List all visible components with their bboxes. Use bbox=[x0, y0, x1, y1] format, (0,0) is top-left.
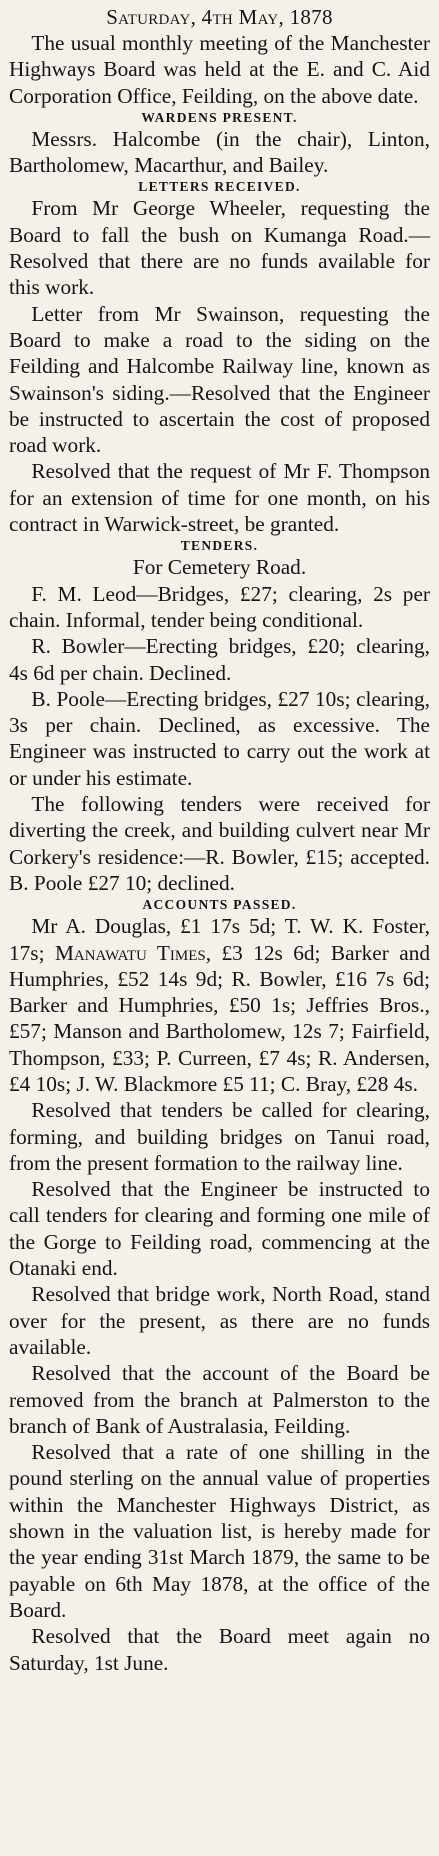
wardens-paragraph: Messrs. Halcombe (in the chair), Linton, Bartholomew, Macarthur, and Bailey. bbox=[9, 126, 430, 178]
resolution-paragraph: Resolved that tenders be called for clearing, forming, and building bridges on Tanui road, from the present formation to the railway line. bbox=[9, 1098, 430, 1175]
tender-paragraph: R. Bowler—Erecting bridges, £20; clearing, 4s 6d per chain. Declined. bbox=[9, 634, 430, 685]
resolution-paragraph: Resolved that a rate of one shilling in the pound sterling on the annual value of properties within the Manchester Highways District, as shown in the valuation list, is hereby made for the year ending 31st March 1879, the same to be payable on 6th May 1878, at the office of the Board. bbox=[9, 1440, 430, 1622]
section-heading-wardens: WARDENS PRESENT. bbox=[141, 109, 298, 125]
accounts-text-end: , £3 12s 6d; Barker and Humphries, £52 14s 9d; R. Bowler, £16 7s 6d; Barker and Humphries, £50 1s; Jeffries Bros., £57; Manson and Bartholomew, 12s 7; Fairfield, Thompson, £33; P. Curreen, £7 4s; R. Andersen, £4 10s; J. W. Blackmore £5 11; C. Bray, £28 4s. bbox=[9, 940, 431, 1096]
accounts-paragraph bbox=[9, 913, 430, 1097]
letter-paragraph: Letter from Mr Swainson, requesting the Board to make a road to the siding on the Feilding and Halcombe Railway line, known as Swainson's siding.—Resolved that the Engineer be instructed to ascertain the cost of proposed road work. bbox=[9, 301, 430, 458]
accounts-text-start: Mr A. Douglas, £1 17s 5d; T. W. K. Foster, 17s; bbox=[9, 914, 430, 965]
resolution-paragraph: Resolved that the account of the Board be removed from the branch at Palmerston to the branch of Bank of Australasia, Feilding. bbox=[9, 1361, 430, 1438]
tender-paragraph: F. M. Leod—Bridges, £27; clearing, 2s per chain. Informal, tender being conditional. bbox=[9, 581, 430, 632]
tenders-subheading: For Cemetery Road. bbox=[132, 555, 307, 580]
dateline: Saturday, 4th May, 1878 bbox=[106, 5, 333, 29]
letter-paragraph: Resolved that the request of Mr F. Thompson for an extension of time for one month, on his contract in Warwick-street, be granted. bbox=[9, 459, 430, 537]
resolution-paragraph: Resolved that bridge work, North Road, stand over for the present, as there are no funds available. bbox=[9, 1282, 430, 1359]
resolution-paragraph: Resolved that the Engineer be instructed to call tenders for clearing and forming one mile of the Gorge to Feilding road, commencing at the Otanaki end. bbox=[9, 1177, 430, 1281]
section-heading-accounts: ACCOUNTS PASSED. bbox=[142, 897, 297, 913]
section-heading-tenders: TENDERS. bbox=[180, 538, 259, 554]
tender-paragraph: B. Poole—Erecting bridges, £27 10s; clearing, 3s per chain. Declined, as excessive. The Engineer was instructed to carry out the work at or under his estimate. bbox=[9, 686, 430, 790]
tender-paragraph: The following tenders were received for diverting the creek, and building culvert near Mr Corkery's residence:—R. Bowler, £15; accepted. B. Poole £27 10; declined. bbox=[9, 792, 430, 895]
section-heading-letters: LETTERS RECEIVED. bbox=[138, 179, 301, 195]
intro-paragraph: The usual monthly meeting of the Manchester Highways Board was held at the E. and C. Aid Corporation Office, Feilding, on the above date. bbox=[9, 31, 430, 108]
letter-paragraph: From Mr George Wheeler, requesting the Board to fall the bush on Kumanga Road.—Resolved that there are no funds available for this work. bbox=[9, 196, 430, 300]
newspaper-name: Manawatu Times bbox=[54, 940, 206, 965]
resolution-paragraph: Resolved that the Board meet again no Saturday, 1st June. bbox=[9, 1624, 430, 1675]
